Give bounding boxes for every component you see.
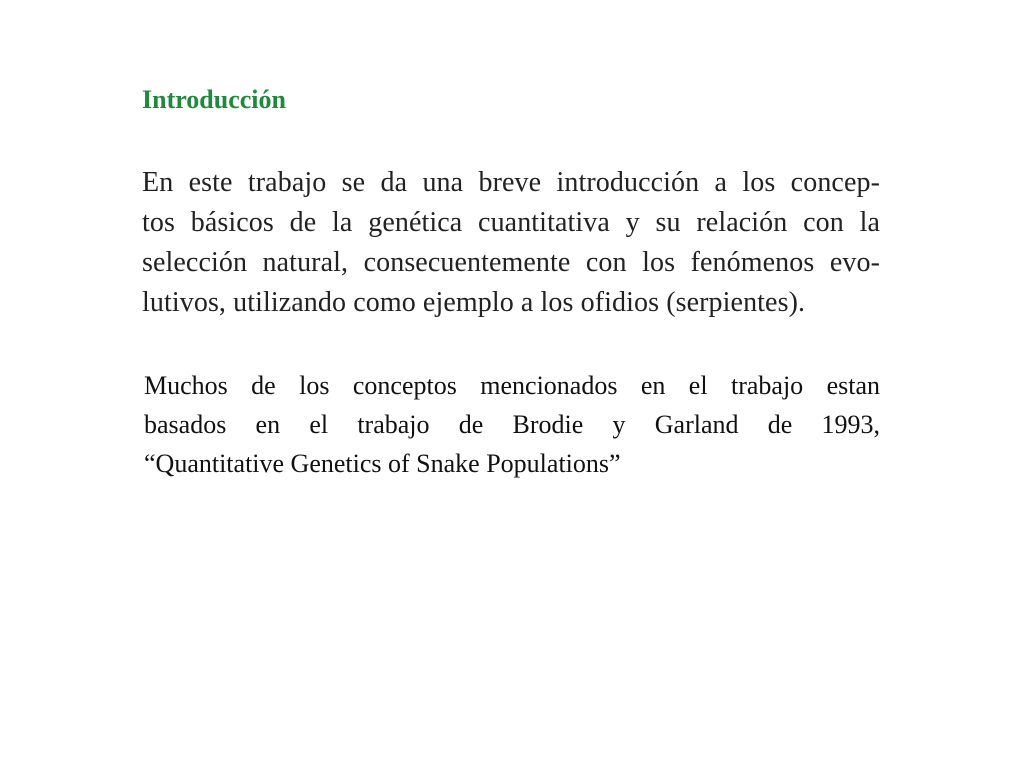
reference-line: Muchos de los conceptos mencionados en el trabajo estan bbox=[144, 371, 880, 400]
intro-paragraph bbox=[142, 163, 880, 323]
slide-title: Introducción bbox=[142, 85, 286, 114]
reference-line: basados en el trabajo de Brodie y Garland de 1993, bbox=[144, 410, 880, 439]
intro-line: En este trabajo se da una breve introducción a los concep- bbox=[142, 167, 880, 198]
intro-line: lutivos, utilizando como ejemplo a los ofidios (serpientes). bbox=[142, 287, 806, 318]
intro-line: tos básicos de la genética cuantitativa y su relación con la bbox=[142, 207, 880, 238]
reference-paragraph bbox=[144, 366, 880, 483]
reference-line: “Quantitative Genetics of Snake Populations” bbox=[144, 449, 621, 478]
intro-line: selección natural, consecuentemente con los fenómenos evo- bbox=[142, 247, 880, 278]
